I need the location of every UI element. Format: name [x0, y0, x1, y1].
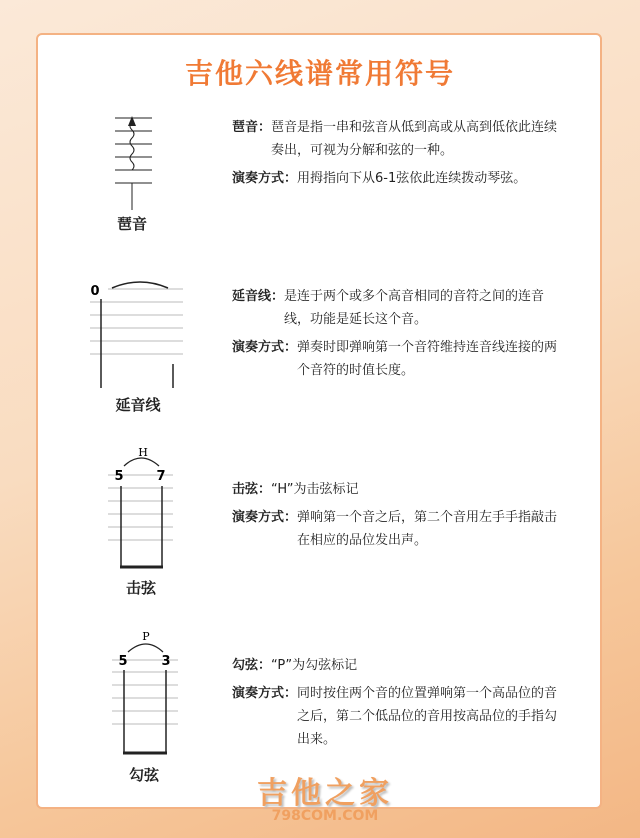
watermark-url: 798COM.COM: [271, 808, 379, 824]
play-label: 演奏方式：: [232, 340, 298, 355]
section-tie: [232, 285, 562, 387]
diagram-label: 击弦: [125, 579, 156, 597]
play-desc: 同时按住两个音的位置弹响第一个高品位的音之后，第二个低品位的音用按高品位的手指勾出来。: [297, 686, 558, 747]
watermark: [250, 768, 400, 824]
section-hammer-on: [232, 478, 562, 557]
term-label: 延音线：: [232, 289, 285, 304]
watermark-name: 吉他之家: [257, 776, 393, 811]
fret-number: 7: [156, 469, 166, 484]
arpeggio-diagram: [115, 116, 152, 210]
play-desc: 弹响第一个音之后，第二个音用左手手指敲击在相应的品位发出声。: [297, 510, 558, 548]
term-desc: “P”为勾弦标记: [271, 658, 358, 673]
term-label: 击弦：: [232, 482, 272, 497]
term-desc: “H”为击弦标记: [271, 482, 359, 497]
section-arpeggio: [232, 116, 562, 195]
diagram-label: 勾弦: [128, 766, 159, 784]
fret-number: 0: [90, 284, 100, 299]
tie-diagram: [90, 282, 183, 388]
fret-number: 5: [118, 654, 128, 669]
term-desc: 是连于两个或多个高音相同的音符之间的连音线，功能是延长这个音。: [284, 289, 545, 327]
play-desc: 弹奏时即弹响第一个音符维持连音线连接的两个音符的时值长度。: [297, 340, 558, 378]
diagram-label: 延音线: [115, 396, 161, 414]
term-label: 勾弦：: [232, 658, 272, 673]
play-label: 演奏方式：: [232, 686, 298, 701]
play-label: 演奏方式：: [232, 510, 298, 525]
play-desc: 用拇指向下从6-1弦依此连续拨动琴弦。: [297, 171, 527, 186]
section-pull-off: [232, 654, 562, 756]
hammer-mark: H: [138, 446, 148, 459]
fret-number: 5: [114, 469, 124, 484]
term-label: 琶音：: [232, 120, 272, 135]
term-desc: 琶音是指一串和弦音从低到高或从高到低依此连续奏出，可视为分解和弦的一种。: [271, 120, 558, 158]
pull-mark: P: [142, 630, 150, 643]
fret-number: 3: [161, 654, 171, 669]
page-title: 吉他六线谱常用符号: [184, 57, 455, 90]
play-label: 演奏方式：: [232, 171, 298, 186]
diagram-label: 琶音: [116, 215, 147, 233]
